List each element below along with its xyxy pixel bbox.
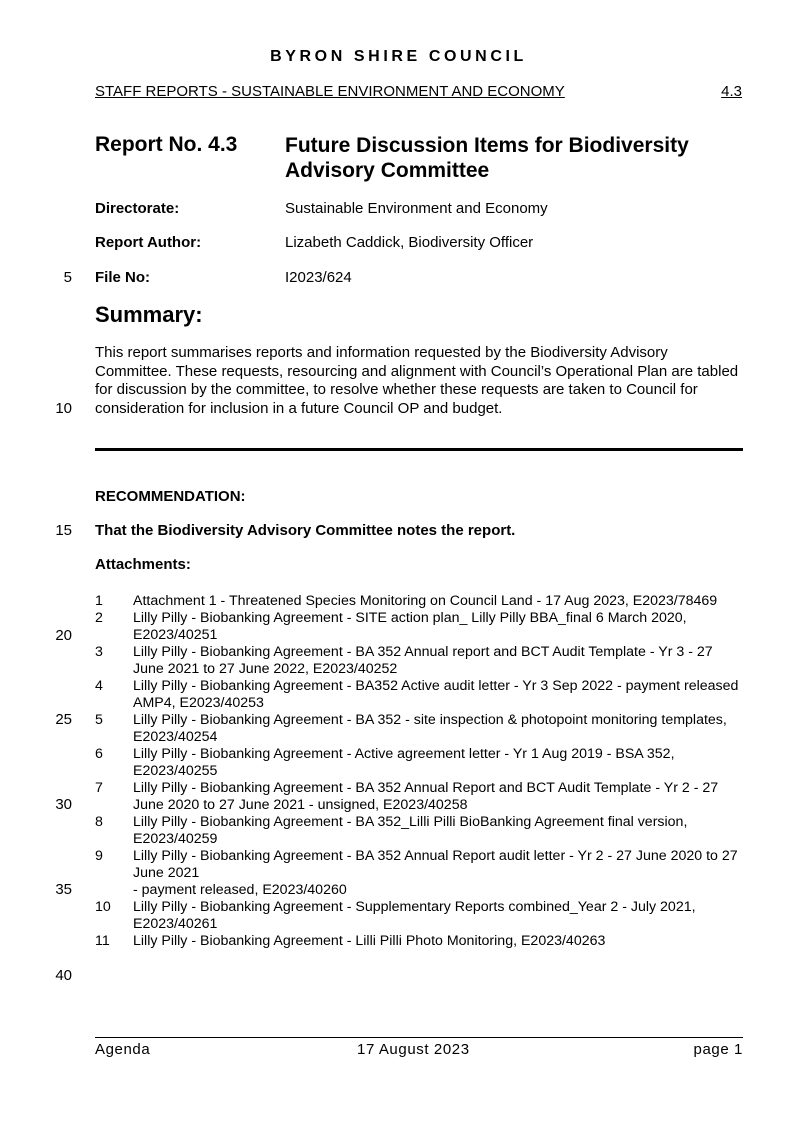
footer-date: 17 August 2023 bbox=[357, 1041, 470, 1058]
attachment-number: 7 bbox=[95, 780, 103, 796]
section-header bbox=[95, 83, 742, 100]
report-number: Report No. 4.3 bbox=[95, 133, 238, 156]
attachment-link[interactable]: Lilly Pilly - Biobanking Agreement - BA352 Active audit letter - Yr 3 Sep 2022 - payment released AMP4, E2023/40253 bbox=[133, 678, 739, 711]
line-number: 5 bbox=[63, 269, 72, 286]
file-no-value: I2023/624 bbox=[285, 269, 352, 286]
line-number: 25 bbox=[55, 711, 72, 728]
list-item bbox=[95, 610, 740, 644]
attachment-number: 2 bbox=[95, 610, 103, 626]
attachment-link[interactable]: Attachment 1 - Threatened Species Monitoring on Council Land - 17 Aug 2023, E2023/78469 bbox=[133, 593, 718, 609]
section-divider bbox=[95, 448, 743, 451]
list-item bbox=[95, 899, 740, 933]
council-name: BYRON SHIRE COUNCIL bbox=[270, 48, 527, 65]
section-title: STAFF REPORTS - SUSTAINABLE ENVIRONMENT AND ECONOMY bbox=[95, 83, 565, 100]
line-number: 35 bbox=[55, 881, 72, 898]
attachments-heading: Attachments: bbox=[95, 556, 191, 573]
attachment-link[interactable]: Lilly Pilly - Biobanking Agreement - BA 352_Lilli Pilli BioBanking Agreement final version, E2023/40259 bbox=[133, 814, 688, 847]
attachment-link[interactable]: Lilly Pilly - Biobanking Agreement - Active agreement letter - Yr 1 Aug 2019 - BSA 352, E2023/40255 bbox=[133, 746, 675, 779]
line-number: 40 bbox=[55, 967, 72, 984]
directorate-label: Directorate: bbox=[95, 200, 180, 217]
attachment-number: 3 bbox=[95, 644, 103, 660]
footer-divider bbox=[95, 1037, 743, 1038]
attachment-link[interactable]: Lilly Pilly - Biobanking Agreement - BA 352 - site inspection & photopoint monitoring templates, E2023/40254 bbox=[133, 712, 727, 745]
attachment-link[interactable]: Lilly Pilly - Biobanking Agreement - BA 352 Annual Report and BCT Audit Template - Yr 2 - 27 June 2020 to 27 June 2021 - unsigned, E2023/40258 bbox=[133, 780, 719, 813]
list-item bbox=[95, 746, 740, 780]
attachment-number: 9 bbox=[95, 848, 103, 864]
attachment-link[interactable]: Lilly Pilly - Biobanking Agreement - Supplementary Reports combined_Year 2 - July 2021, E2023/40261 bbox=[133, 899, 696, 932]
list-item bbox=[95, 644, 740, 678]
list-item bbox=[95, 814, 740, 848]
attachment-link[interactable]: Lilly Pilly - Biobanking Agreement - SITE action plan_ Lilly Pilly BBA_final 6 March 2020, E2023/40251 bbox=[133, 610, 687, 643]
list-item bbox=[95, 593, 740, 610]
list-item bbox=[95, 933, 740, 950]
line-number: 30 bbox=[55, 796, 72, 813]
attachment-number: 5 bbox=[95, 712, 103, 728]
line-number: 20 bbox=[55, 627, 72, 644]
report-title: Future Discussion Items for Biodiversity Advisory Committee bbox=[285, 134, 689, 182]
author-label: Report Author: bbox=[95, 234, 202, 251]
list-item bbox=[95, 712, 740, 746]
summary-heading: Summary: bbox=[95, 302, 203, 327]
recommendation-text: That the Biodiversity Advisory Committee notes the report. bbox=[95, 522, 516, 539]
attachment-number: 4 bbox=[95, 678, 103, 694]
line-number: 10 bbox=[55, 400, 72, 417]
attachment-link[interactable]: Lilly Pilly - Biobanking Agreement - Lilli Pilli Photo Monitoring, E2023/40263 bbox=[133, 933, 606, 949]
attachment-number: 10 bbox=[95, 899, 111, 915]
attachments-list bbox=[95, 593, 740, 950]
file-no-label: File No: bbox=[95, 269, 150, 286]
footer-page-number: page 1 bbox=[693, 1041, 743, 1058]
attachment-number: 1 bbox=[95, 593, 103, 609]
section-number: 4.3 bbox=[721, 83, 742, 100]
attachment-link[interactable]: Lilly Pilly - Biobanking Agreement - BA 352 Annual Report audit letter - Yr 2 - 27 June 2020 to 27 June 2021 - payment released, E2023/40260 bbox=[133, 848, 738, 898]
attachment-link[interactable]: Lilly Pilly - Biobanking Agreement - BA 352 Annual report and BCT Audit Template - Yr 3 - 27 June 2021 to 27 June 2022, E2023/40252 bbox=[133, 644, 713, 677]
list-item bbox=[95, 678, 740, 712]
attachment-number: 6 bbox=[95, 746, 103, 762]
recommendation-heading: RECOMMENDATION: bbox=[95, 488, 246, 505]
list-item bbox=[95, 780, 740, 814]
directorate-value: Sustainable Environment and Economy bbox=[285, 200, 548, 217]
line-number: 15 bbox=[55, 522, 72, 539]
list-item bbox=[95, 848, 740, 899]
footer-agenda: Agenda bbox=[95, 1041, 151, 1058]
summary-text: This report summarises reports and information requested by the Biodiversity Advisory Committee. These requests, resourcing and alignment with Council’s Operational Plan are tabled for discussion by the committee, to resolve whether these requests are taken to Council for consideration for inclusion in a future Council OP and budget. bbox=[95, 344, 739, 417]
attachment-number: 8 bbox=[95, 814, 103, 830]
author-value: Lizabeth Caddick, Biodiversity Officer bbox=[285, 234, 534, 251]
attachment-number: 11 bbox=[95, 933, 110, 949]
